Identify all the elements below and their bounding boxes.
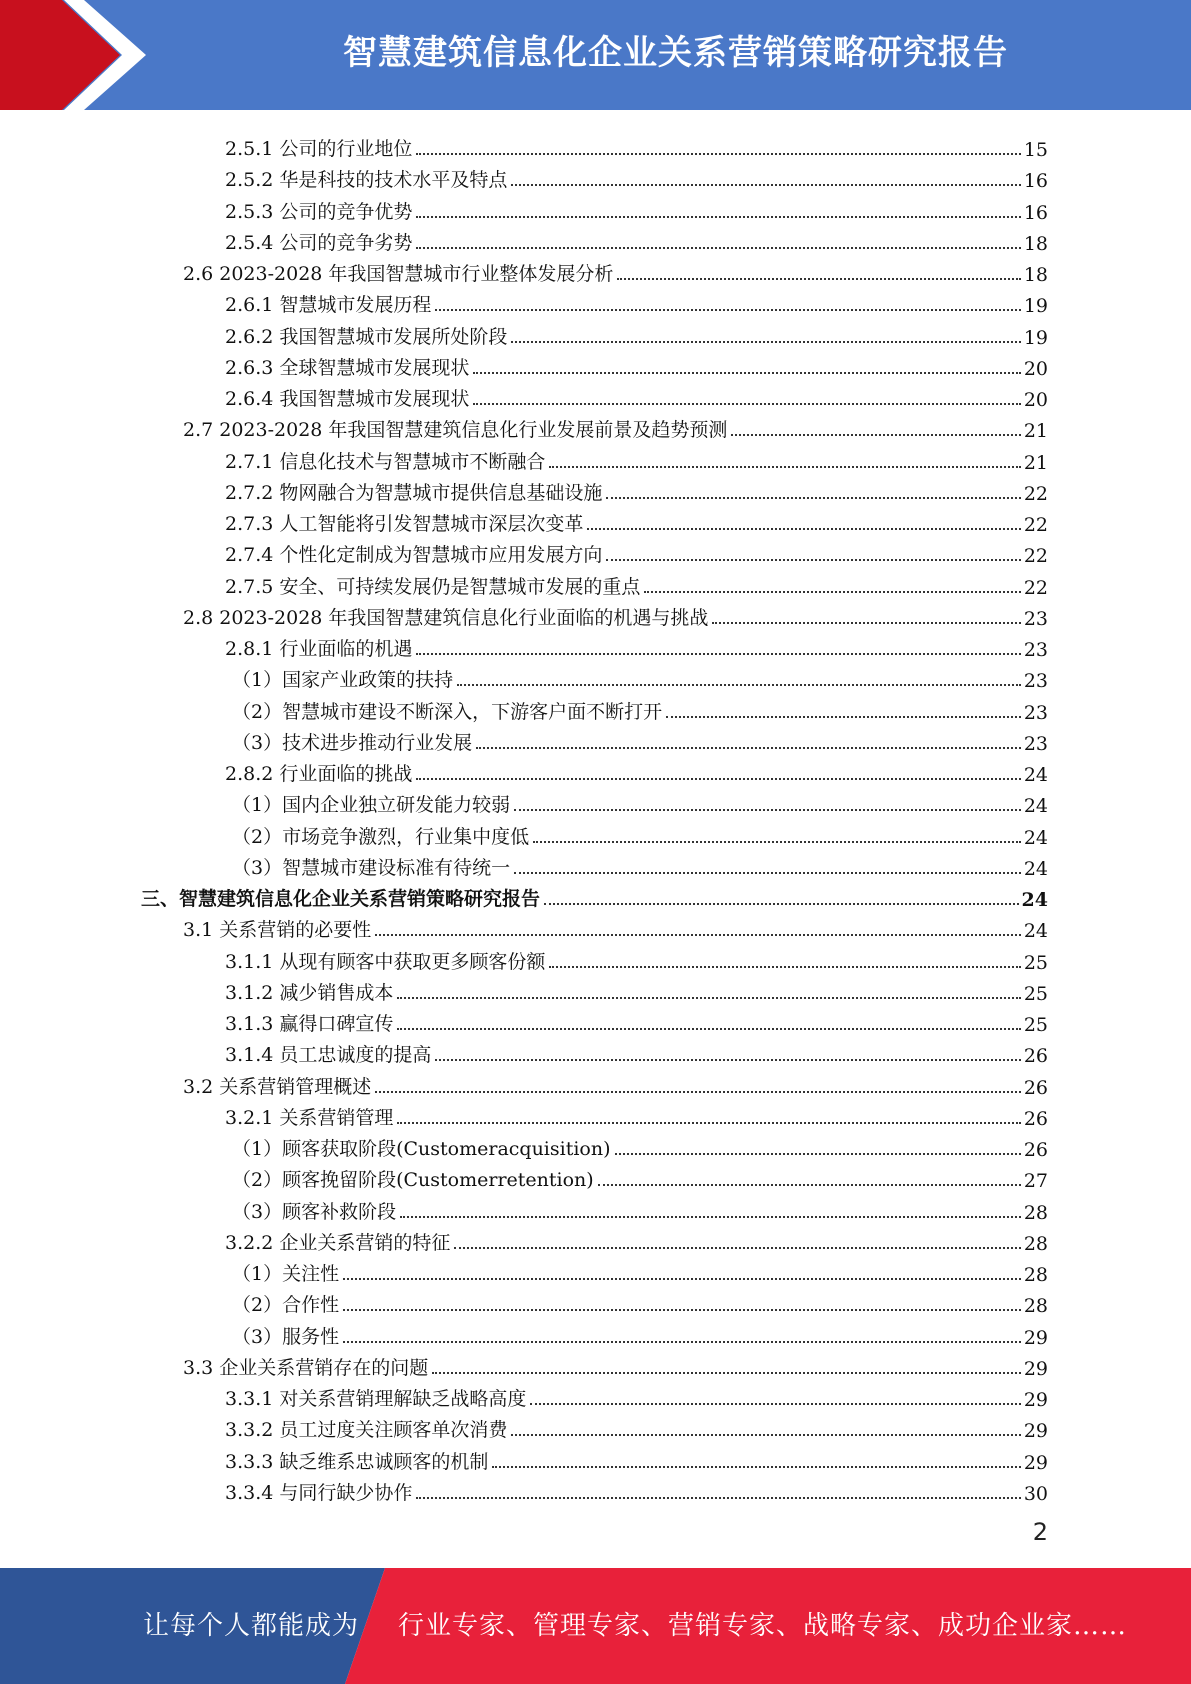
toc-entry[interactable] bbox=[232, 818, 1048, 849]
toc-entry[interactable] bbox=[183, 1349, 1048, 1380]
toc-dot-leader bbox=[617, 277, 1020, 280]
toc-dot-leader bbox=[473, 402, 1020, 405]
toc-dot-leader bbox=[435, 308, 1020, 311]
toc-entry-title: 2.6.4 我国智慧城市发展现状 bbox=[225, 388, 470, 410]
toc-entry[interactable] bbox=[232, 693, 1048, 724]
toc-entry-title: 3.3 企业关系营销存在的问题 bbox=[183, 1356, 429, 1379]
toc-entry[interactable] bbox=[232, 661, 1048, 692]
toc-entry-page: 22 bbox=[1023, 482, 1048, 505]
toc-dot-leader bbox=[416, 1496, 1020, 1499]
toc-entry[interactable] bbox=[183, 1068, 1048, 1099]
toc-entry-page: 26 bbox=[1023, 1076, 1048, 1099]
toc-entry[interactable] bbox=[225, 630, 1048, 661]
toc-dot-leader bbox=[511, 1433, 1020, 1436]
toc-entry-page: 23 bbox=[1023, 607, 1048, 630]
toc-entry-title: （1）国内企业独立研发能力较弱 bbox=[232, 794, 511, 817]
toc-entry-page: 26 bbox=[1023, 1107, 1048, 1130]
toc-entry-title: 3.1.2 减少销售成本 bbox=[225, 981, 394, 1004]
toc-dot-leader bbox=[511, 183, 1020, 186]
toc-entry-page: 24 bbox=[1023, 795, 1048, 818]
toc-entry-page: 29 bbox=[1023, 1357, 1048, 1380]
toc-entry[interactable] bbox=[232, 1130, 1048, 1161]
toc-dot-leader bbox=[375, 1090, 1021, 1093]
toc-entry-title: 3.1 关系营销的必要性 bbox=[183, 919, 372, 942]
toc-entry[interactable] bbox=[225, 349, 1048, 380]
footer-slogan-right: 行业专家、管理专家、营销专家、战略专家、成功企业家…… bbox=[398, 1611, 1128, 1641]
toc-entry-page: 20 bbox=[1023, 389, 1048, 411]
toc-entry-title: （1）国家产业政策的扶持 bbox=[232, 669, 454, 692]
toc-entry[interactable] bbox=[232, 786, 1048, 817]
toc-entry-page: 29 bbox=[1023, 1389, 1048, 1411]
toc-entry-page: 28 bbox=[1023, 1264, 1048, 1286]
toc-entry-page: 29 bbox=[1023, 1420, 1048, 1443]
toc-dot-leader bbox=[514, 871, 1021, 874]
toc-entry-title: 2.7.5 安全、可持续发展仍是智慧城市发展的重点 bbox=[225, 575, 641, 598]
toc-dot-leader bbox=[416, 152, 1020, 155]
toc-entry-page: 16 bbox=[1023, 201, 1048, 224]
toc-entry[interactable] bbox=[225, 380, 1048, 411]
toc-entry-page: 29 bbox=[1023, 1326, 1048, 1349]
toc-dot-leader bbox=[397, 1027, 1020, 1030]
toc-entry[interactable] bbox=[225, 1474, 1048, 1505]
toc-entry[interactable] bbox=[183, 255, 1048, 286]
toc-entry-title: 3.1.4 员工忠诚度的提高 bbox=[225, 1044, 432, 1067]
footer-slogan-left: 让每个人都能成为 bbox=[143, 1611, 360, 1641]
toc-dot-leader bbox=[549, 965, 1020, 968]
toc-entry-page: 21 bbox=[1023, 451, 1048, 474]
toc-entry-title: 2.7 2023-2028 年我国智慧建筑信息化行业发展前景及趋势预测 bbox=[183, 419, 728, 442]
toc-entry[interactable] bbox=[183, 599, 1048, 630]
toc-entry-title: （1）顾客获取阶段(Customeracquisition) bbox=[232, 1138, 611, 1160]
toc-dot-leader bbox=[416, 777, 1020, 780]
toc-entry-page: 23 bbox=[1023, 639, 1048, 661]
toc-entry-title: 2.5.4 公司的竞争劣势 bbox=[225, 231, 413, 254]
toc-entry[interactable] bbox=[232, 849, 1048, 880]
toc-entry-title: 2.7.3 人工智能将引发智慧城市深层次变革 bbox=[225, 513, 584, 535]
toc-entry-title: （3）服务性 bbox=[232, 1325, 340, 1348]
toc-entry-title: 2.8.2 行业面临的挑战 bbox=[225, 763, 413, 785]
toc-dot-leader bbox=[492, 1465, 1020, 1468]
toc-dot-leader bbox=[343, 1277, 1021, 1280]
toc-entry-page: 25 bbox=[1023, 982, 1048, 1005]
toc-dot-leader bbox=[397, 1121, 1020, 1124]
toc-entry-title: 3.2.1 关系营销管理 bbox=[225, 1106, 394, 1129]
toc-entry[interactable] bbox=[141, 880, 1048, 911]
toc-dot-leader bbox=[712, 621, 1020, 624]
toc-entry-title: （2）智慧城市建设不断深入，下游客户面不断打开 bbox=[232, 700, 663, 723]
toc-entry[interactable] bbox=[225, 130, 1048, 161]
toc-dot-leader bbox=[343, 1340, 1021, 1343]
toc-entry-page: 25 bbox=[1023, 951, 1048, 974]
toc-entry[interactable] bbox=[225, 568, 1048, 599]
toc-dot-leader bbox=[533, 840, 1021, 843]
page-header bbox=[0, 0, 1191, 110]
toc-entry-page: 22 bbox=[1023, 545, 1048, 568]
toc-entry-title: （3）智慧城市建设标准有待统一 bbox=[232, 856, 511, 879]
toc-entry-page: 23 bbox=[1023, 701, 1048, 724]
toc-dot-leader bbox=[473, 371, 1020, 374]
toc-dot-leader bbox=[397, 996, 1020, 999]
toc-dot-leader bbox=[615, 1152, 1021, 1155]
toc-entry[interactable] bbox=[183, 911, 1048, 942]
toc-entry[interactable] bbox=[225, 224, 1048, 255]
toc-entry-page: 28 bbox=[1023, 1295, 1048, 1318]
toc-entry[interactable] bbox=[225, 974, 1048, 1005]
toc-entry[interactable] bbox=[232, 1255, 1048, 1286]
toc-entry-page: 30 bbox=[1023, 1482, 1048, 1505]
toc-dot-leader bbox=[476, 746, 1021, 749]
toc-entry[interactable] bbox=[232, 724, 1048, 755]
toc-entry-page: 24 bbox=[1023, 857, 1048, 880]
toc-dot-leader bbox=[400, 1215, 1021, 1218]
toc-entry-title: 3.3.3 缺乏维系忠诚顾客的机制 bbox=[225, 1450, 489, 1473]
toc-entry[interactable] bbox=[225, 1411, 1048, 1442]
toc-entry[interactable] bbox=[225, 1099, 1048, 1130]
toc-entry[interactable] bbox=[225, 474, 1048, 505]
toc-entry-page: 28 bbox=[1023, 1201, 1048, 1224]
toc-entry-title: 2.6.2 我国智慧城市发展所处阶段 bbox=[225, 325, 508, 348]
document-title: 智慧建筑信息化企业关系营销策略研究报告 bbox=[343, 33, 1008, 73]
toc-dot-leader bbox=[514, 808, 1021, 811]
toc-entry[interactable] bbox=[232, 1161, 1048, 1192]
toc-dot-leader bbox=[416, 246, 1020, 249]
toc-entry-page: 23 bbox=[1023, 670, 1048, 693]
toc-entry-title: （3）顾客补救阶段 bbox=[232, 1200, 397, 1223]
toc-entry-title: 3.2.2 企业关系营销的特征 bbox=[225, 1231, 451, 1254]
toc-entry[interactable] bbox=[225, 286, 1048, 317]
toc-entry-page: 15 bbox=[1023, 139, 1048, 161]
toc-entry-title: 3.1.1 从现有顾客中获取更多顾客份额 bbox=[225, 950, 546, 973]
toc-entry-title: （1）关注性 bbox=[232, 1263, 340, 1285]
toc-entry-page: 26 bbox=[1023, 1139, 1048, 1161]
toc-entry[interactable] bbox=[225, 161, 1048, 192]
toc-entry[interactable] bbox=[183, 411, 1048, 442]
toc-entry[interactable] bbox=[232, 1193, 1048, 1224]
toc-entry-page: 25 bbox=[1023, 1014, 1048, 1036]
toc-dot-leader bbox=[644, 590, 1020, 593]
toc-entry-page: 18 bbox=[1023, 232, 1048, 255]
toc-entry-page: 24 bbox=[1023, 826, 1048, 849]
toc-entry[interactable] bbox=[225, 755, 1048, 786]
toc-entry-title: 3.3.1 对关系营销理解缺乏战略高度 bbox=[225, 1388, 527, 1410]
toc-entry-title: 3.2 关系营销管理概述 bbox=[183, 1075, 372, 1098]
toc-entry[interactable] bbox=[225, 1443, 1048, 1474]
toc-dot-leader bbox=[587, 527, 1020, 530]
toc-entry-page: 23 bbox=[1023, 732, 1048, 755]
toc-entry-title: 2.8 2023-2028 年我国智慧建筑信息化行业面临的机遇与挑战 bbox=[183, 606, 709, 629]
toc-entry[interactable] bbox=[225, 318, 1048, 349]
toc-entry[interactable] bbox=[232, 1286, 1048, 1317]
toc-entry-title: （2）市场竞争激烈，行业集中度低 bbox=[232, 825, 530, 848]
toc-entry-page: 16 bbox=[1023, 170, 1048, 193]
toc-entry-page: 28 bbox=[1023, 1232, 1048, 1255]
toc-entry-title: 2.7.2 物网融合为智慧城市提供信息基础设施 bbox=[225, 481, 603, 504]
toc-entry[interactable] bbox=[225, 193, 1048, 224]
toc-entry-title: （2）顾客挽留阶段(Customerretention) bbox=[232, 1169, 594, 1192]
toc-dot-leader bbox=[454, 1246, 1020, 1249]
toc-entry-page: 19 bbox=[1023, 326, 1048, 349]
page-number: 2 bbox=[1032, 1518, 1048, 1546]
toc-entry-title: 2.6 2023-2028 年我国智慧城市行业整体发展分析 bbox=[183, 263, 614, 285]
toc-dot-leader bbox=[731, 433, 1020, 436]
toc-entry-page: 24 bbox=[1023, 764, 1048, 786]
page-footer bbox=[0, 1568, 1191, 1684]
toc-entry-page: 24 bbox=[1023, 920, 1048, 943]
toc-dot-leader bbox=[606, 558, 1020, 561]
toc-dot-leader bbox=[606, 496, 1020, 499]
toc-entry[interactable] bbox=[225, 1005, 1048, 1036]
toc-entry-page: 19 bbox=[1023, 295, 1048, 318]
toc-entry[interactable] bbox=[225, 1380, 1048, 1411]
toc-entry-title: 2.5.1 公司的行业地位 bbox=[225, 138, 413, 160]
toc-entry-title: 2.8.1 行业面临的机遇 bbox=[225, 638, 413, 660]
toc-entry-title: 三、智慧建筑信息化企业关系营销策略研究报告 bbox=[141, 888, 541, 910]
toc-entry[interactable] bbox=[232, 1318, 1048, 1349]
toc-dot-leader bbox=[598, 1183, 1021, 1186]
toc-entry-page: 26 bbox=[1023, 1045, 1048, 1068]
toc-entry-page: 27 bbox=[1023, 1170, 1048, 1193]
toc-entry-title: 2.7.4 个性化定制成为智慧城市应用发展方向 bbox=[225, 544, 603, 567]
toc-dot-leader bbox=[416, 215, 1020, 218]
toc-dot-leader bbox=[457, 683, 1021, 686]
toc-entry-title: 3.3.2 员工过度关注顾客单次消费 bbox=[225, 1419, 508, 1442]
toc-dot-leader bbox=[375, 933, 1021, 936]
toc-entry-title: 2.5.3 公司的竞争优势 bbox=[225, 200, 413, 223]
toc-dot-leader bbox=[549, 465, 1020, 468]
toc-entry-title: 2.7.1 信息化技术与智慧城市不断融合 bbox=[225, 450, 546, 473]
toc-dot-leader bbox=[666, 715, 1021, 718]
toc-dot-leader bbox=[530, 1402, 1020, 1405]
toc-dot-leader bbox=[343, 1308, 1021, 1311]
toc-dot-leader bbox=[435, 1058, 1020, 1061]
toc-entry[interactable] bbox=[225, 536, 1048, 567]
toc-entry-page: 29 bbox=[1023, 1451, 1048, 1474]
toc-entry-page: 18 bbox=[1023, 264, 1048, 286]
toc-entry-page: 24 bbox=[1021, 889, 1048, 911]
toc-entry-page: 21 bbox=[1023, 420, 1048, 443]
toc-entry-page: 22 bbox=[1023, 514, 1048, 536]
toc-dot-leader bbox=[544, 902, 1019, 905]
toc-entry-title: （3）技术进步推动行业发展 bbox=[232, 731, 473, 754]
toc-entry-title: 2.5.2 华是科技的技术水平及特点 bbox=[225, 169, 508, 192]
toc-dot-leader bbox=[511, 340, 1020, 343]
toc-entry-title: 3.3.4 与同行缺少协作 bbox=[225, 1481, 413, 1504]
toc-dot-leader bbox=[432, 1371, 1021, 1374]
toc-entry[interactable] bbox=[225, 505, 1048, 536]
toc-entry-page: 22 bbox=[1023, 576, 1048, 599]
toc-entry-title: （2）合作性 bbox=[232, 1294, 340, 1317]
toc-entry-title: 2.6.3 全球智慧城市发展现状 bbox=[225, 356, 470, 379]
toc-entry[interactable] bbox=[225, 943, 1048, 974]
toc-dot-leader bbox=[416, 652, 1020, 655]
toc-entry[interactable] bbox=[225, 1036, 1048, 1067]
toc-entry[interactable] bbox=[225, 1224, 1048, 1255]
toc-entry-page: 20 bbox=[1023, 357, 1048, 380]
toc-entry-title: 2.6.1 智慧城市发展历程 bbox=[225, 294, 432, 317]
toc-entry[interactable] bbox=[225, 443, 1048, 474]
toc-entry-title: 3.1.3 赢得口碑宣传 bbox=[225, 1013, 394, 1035]
